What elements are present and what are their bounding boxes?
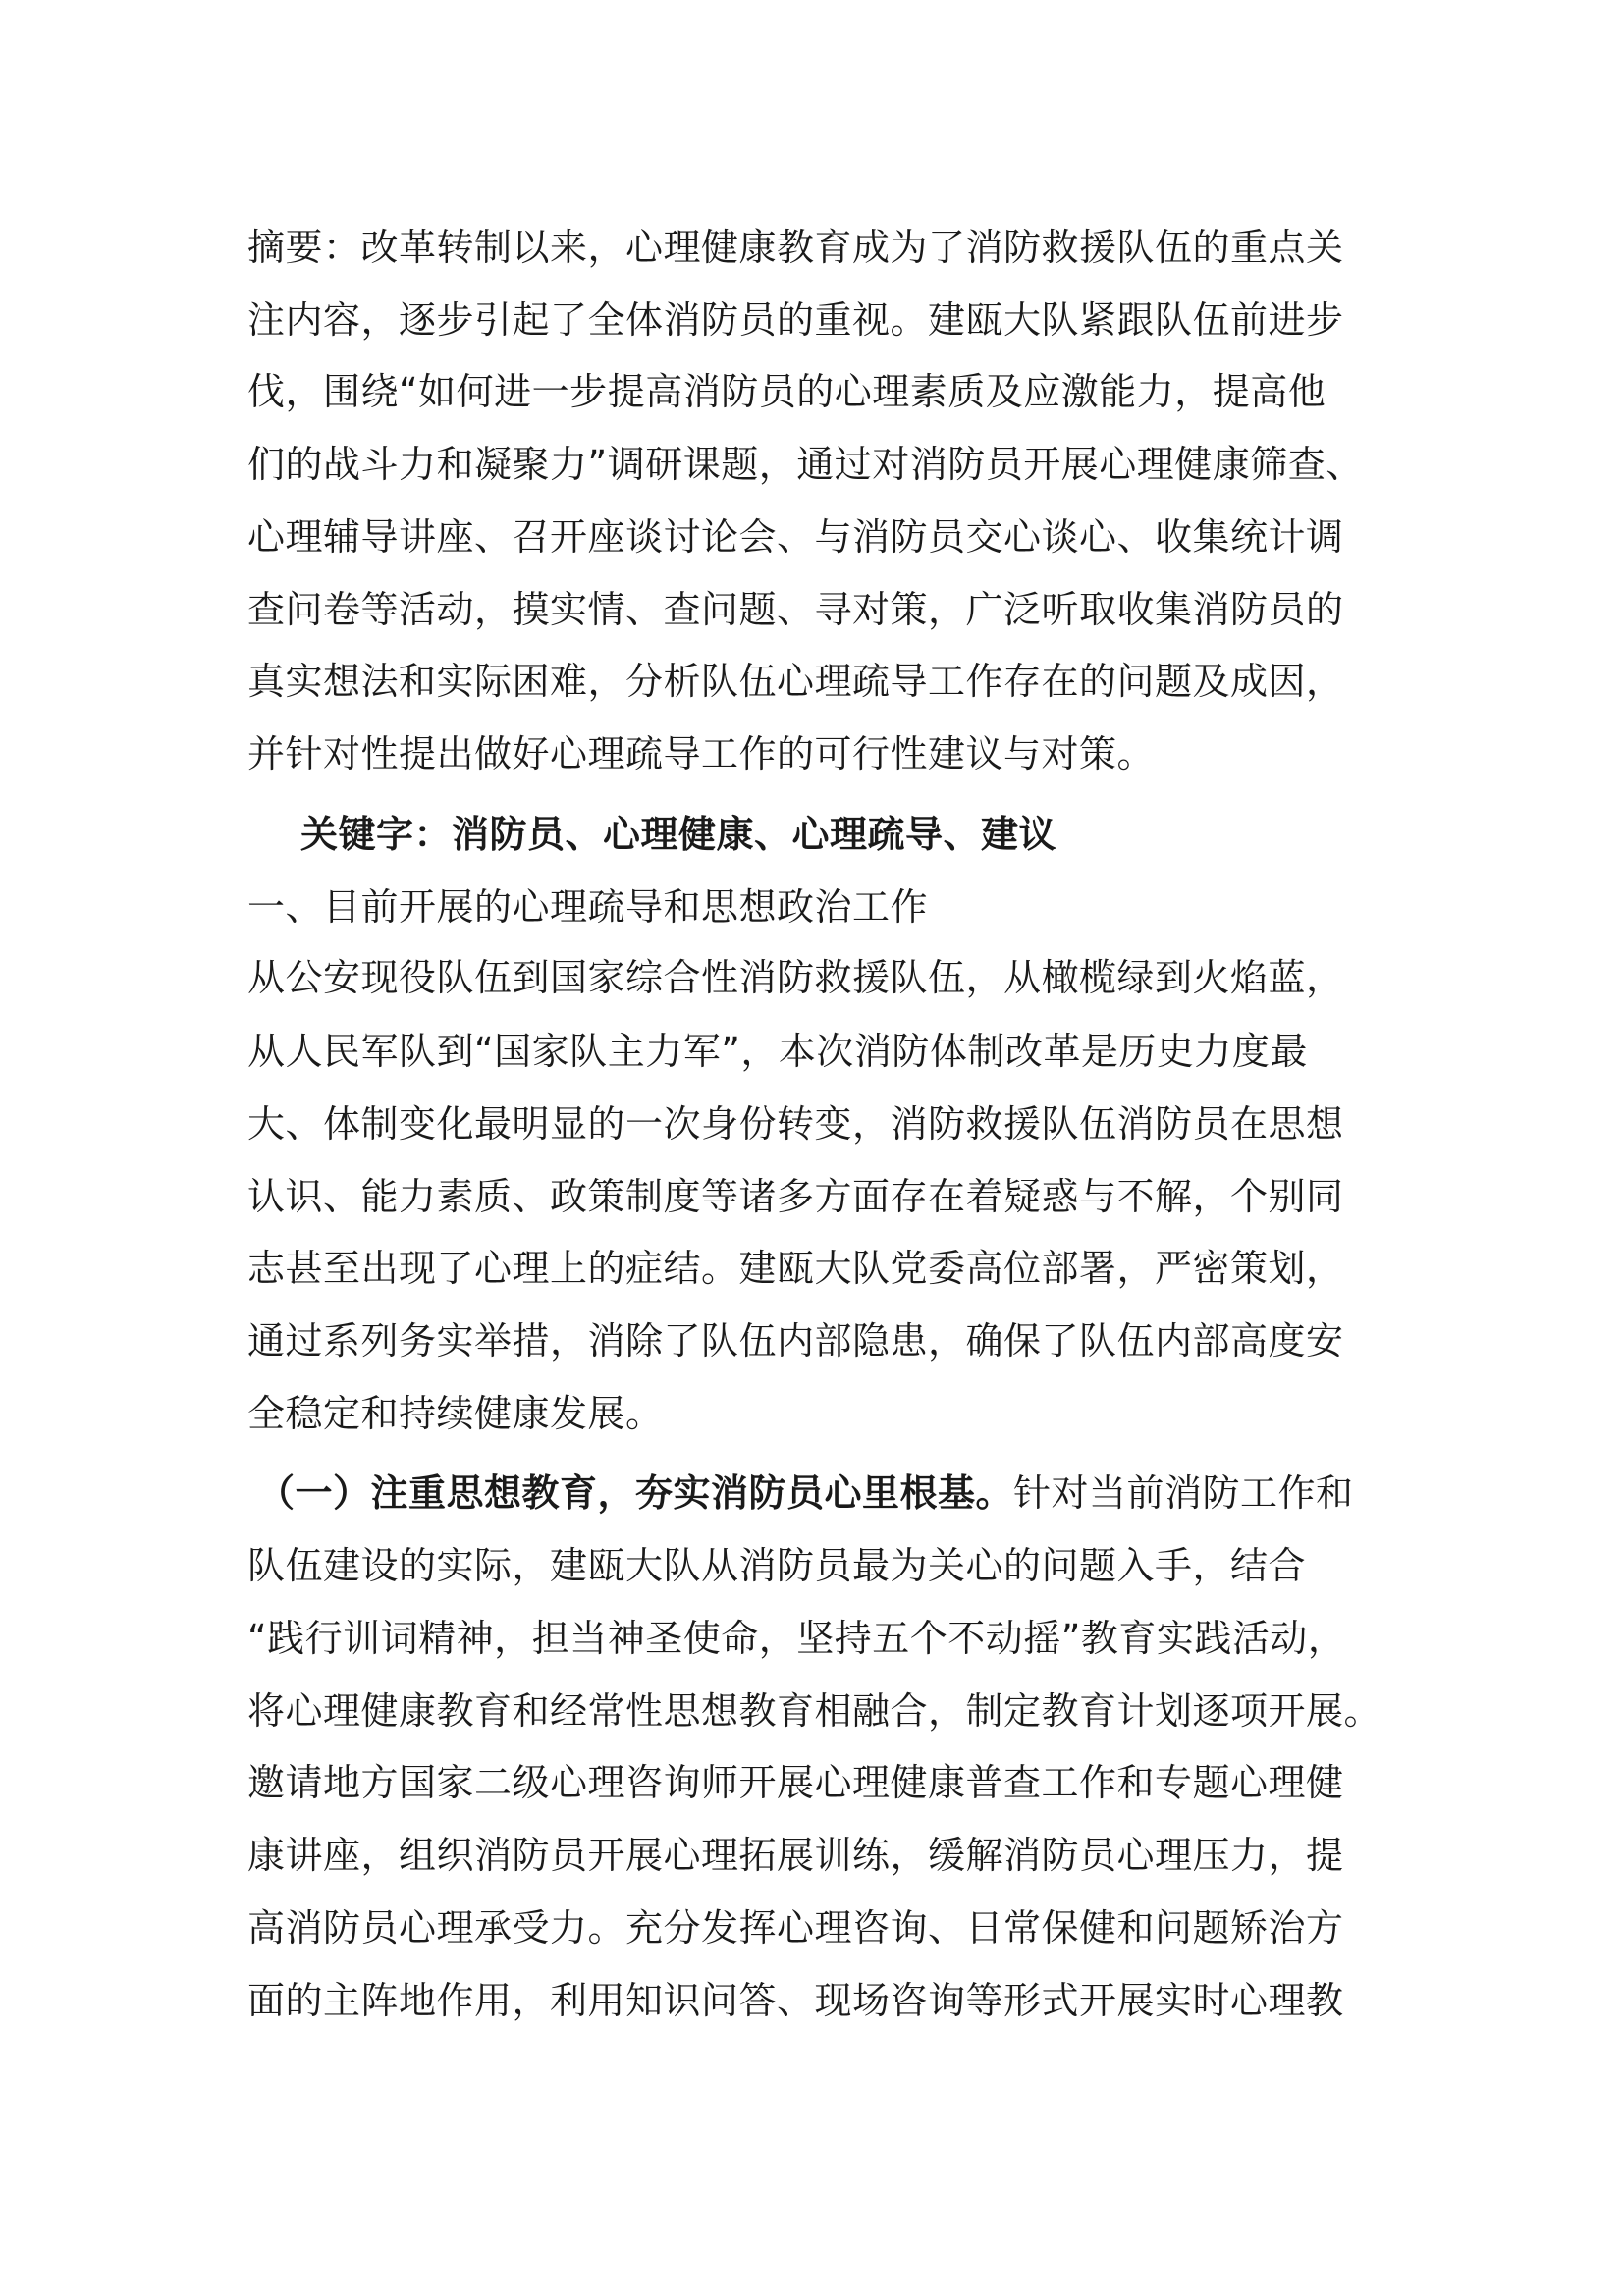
keywords-line: 关键字：消防员、心理健康、心理疏导、建议 bbox=[300, 813, 1057, 856]
abstract-line: 伐，围绕“如何进一步提高消防员的心理素质及应激能力，提高他 bbox=[247, 370, 1326, 413]
abstract-line: 真实想法和实际困难，分析队伍心理疏导工作存在的问题及成因， bbox=[247, 660, 1344, 703]
paragraph-line: 大、体制变化最明显的一次身份转变，消防救援队伍消防员在思想 bbox=[247, 1102, 1344, 1146]
paragraph-line: 康讲座，组织消防员开展心理拓展训练，缓解消防员心理压力，提 bbox=[247, 1834, 1344, 1877]
paragraph-line: 志甚至出现了心理上的症结。建瓯大队党委高位部署，严密策划， bbox=[247, 1247, 1344, 1290]
paragraph-line: 全稳定和持续健康发展。 bbox=[247, 1392, 664, 1435]
paragraph-line: 通过系列务实举措，消除了队伍内部隐患，确保了队伍内部高度安 bbox=[247, 1319, 1344, 1362]
paragraph-line: 面的主阵地作用，利用知识问答、现场咨询等形式开展实时心理教 bbox=[247, 1979, 1344, 2022]
abstract-line: 摘要：改革转制以来，心理健康教育成为了消防救援队伍的重点关 bbox=[247, 226, 1344, 269]
abstract-line: 心理辅导讲座、召开座谈讨论会、与消防员交心谈心、收集统计调 bbox=[247, 515, 1344, 559]
paragraph-line: 将心理健康教育和经常性思想教育相融合，制定教育计划逐项开展。 bbox=[247, 1689, 1382, 1733]
subsection-heading: （一）注重思想教育，夯实消防员心里根基。 bbox=[257, 1471, 1014, 1515]
abstract-line: 并针对性提出做好心理疏导工作的可行性建议与对策。 bbox=[247, 732, 1156, 775]
paragraph-line: 从公安现役队伍到国家综合性消防救援队伍，从橄榄绿到火焰蓝， bbox=[247, 956, 1344, 999]
abstract-line: 注内容，逐步引起了全体消防员的重视。建瓯大队紧跟队伍前进步 bbox=[247, 298, 1344, 342]
section-heading: 一、目前开展的心理疏导和思想政治工作 bbox=[247, 885, 929, 929]
paragraph-line: 认识、能力素质、政策制度等诸多方面存在着疑惑与不解，个别同 bbox=[247, 1175, 1344, 1218]
subsection-first-line bbox=[257, 1469, 1354, 1517]
abstract-line: 们的战斗力和凝聚力”调研课题，通过对消防员开展心理健康筛查、 bbox=[247, 443, 1364, 486]
abstract-line: 查问卷等活动，摸实情、查问题、寻对策，广泛听取收集消防员的 bbox=[247, 588, 1344, 631]
paragraph-line: 高消防员心理承受力。充分发挥心理咨询、日常保健和问题矫治方 bbox=[247, 1906, 1344, 1949]
paragraph-line: 从人民军队到“国家队主力军”，本次消防体制改革是历史力度最 bbox=[247, 1030, 1308, 1073]
paragraph-line: “践行训词精神，担当神圣使命，坚持五个不动摇”教育实践活动， bbox=[247, 1617, 1346, 1660]
paragraph-line: 邀请地方国家二级心理咨询师开展心理健康普查工作和专题心理健 bbox=[247, 1761, 1344, 1804]
paragraph-line: 队伍建设的实际，建瓯大队从消防员最为关心的问题入手，结合 bbox=[247, 1544, 1307, 1587]
subsection-first-text: 针对当前消防工作和 bbox=[1013, 1471, 1354, 1515]
